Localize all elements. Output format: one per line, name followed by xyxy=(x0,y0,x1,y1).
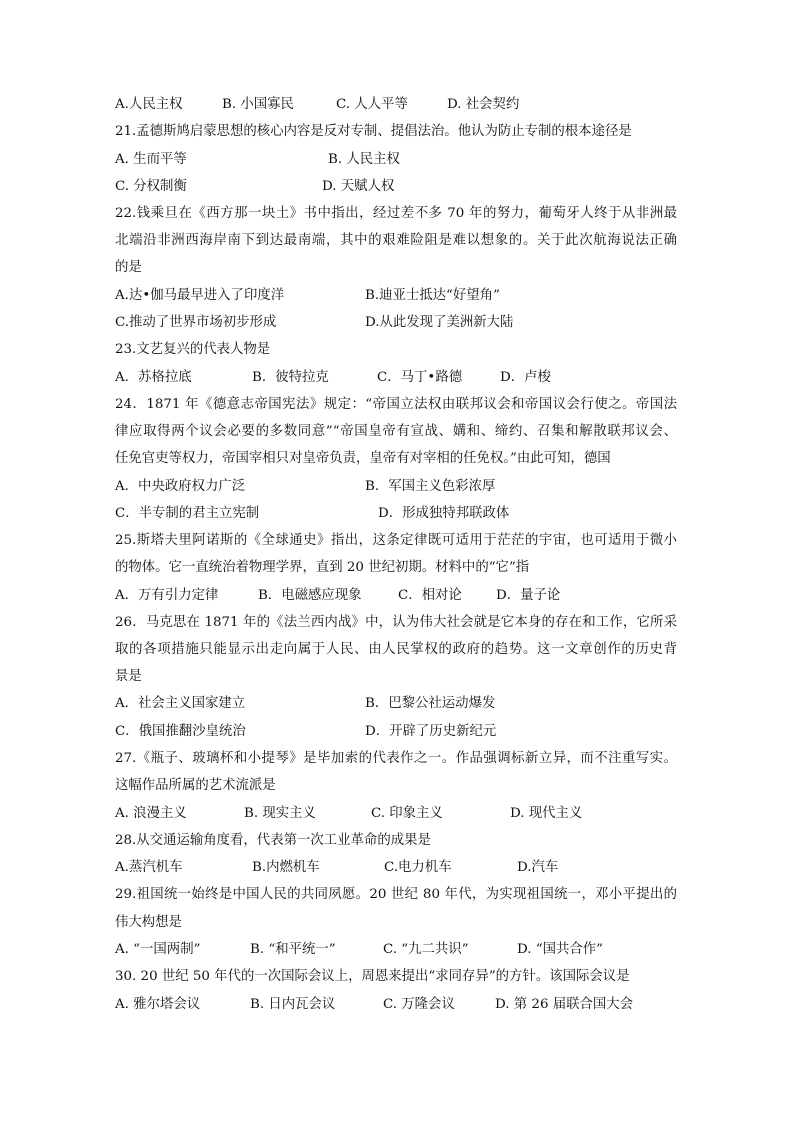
q28-option-c: C.电力机车 xyxy=(384,860,452,875)
q24-stem-line2: 律应取得两个议会必要的多数同意”“帝国皇帝有宣战、媾和、缔约、召集和解散联邦议会、 xyxy=(115,424,677,439)
q20-option-c: C. 人人平等 xyxy=(336,97,408,112)
q20-option-a: A.人民主权 xyxy=(115,97,183,112)
q27-stem-line1: 27.《瓶子、玻璃杯和小提琴》是毕加索的代表作之一。作品强调标新立异，而不注重写实。 xyxy=(115,751,677,766)
q30-option-c: C. 万隆会议 xyxy=(383,997,455,1012)
q25-stem-line1: 25.斯塔夫里阿诺斯的《全球通史》指出，这条定律既可适用于茫茫的宇宙，也可适用于微小 xyxy=(115,533,677,548)
q27-option-d: D. 现代主义 xyxy=(510,806,583,821)
q30-option-d: D. 第 26 届联合国大会 xyxy=(495,997,634,1012)
q22-option-c: C.推动了世界市场初步形成 xyxy=(115,315,277,330)
q26-stem-line1: 26．马克思在 1871 年的《法兰西内战》中，认为伟大社会就是它本身的存在和工作，它所采 xyxy=(115,615,677,630)
q26-option-a: A．社会主义国家建立 xyxy=(115,696,246,711)
q26-stem-line3: 景是 xyxy=(115,669,142,684)
q21-option-c: C. 分权制衡 xyxy=(115,179,187,194)
q21-option-b: B. 人民主权 xyxy=(328,152,400,167)
q21-option-a: A. 生而平等 xyxy=(115,152,187,167)
q24-option-d: D．形成独特邦联政体 xyxy=(378,506,510,521)
q23-stem: 23.文艺复兴的代表人物是 xyxy=(115,342,271,357)
q29-stem-line1: 29.祖国统一始终是中国人民的共同夙愿。20 世纪 80 年代，为实现祖国统一，邓小平提出的 xyxy=(115,887,677,902)
q21-stem: 21.孟德斯鸠启蒙思想的核心内容是反对专制、提倡法治。他认为防止专制的根本途径是 xyxy=(115,124,632,139)
q27-option-b: B. 现实主义 xyxy=(244,806,316,821)
q22-option-a: A.达•伽马最早进入了印度洋 xyxy=(115,288,285,303)
q25-option-a: A．万有引力定律 xyxy=(115,588,219,603)
q22-option-b: B.迪亚士抵达“好望角” xyxy=(365,288,500,303)
q23-option-d: D．卢梭 xyxy=(500,370,551,385)
q29-option-d: D. “国共合作” xyxy=(517,942,604,957)
q26-stem-line2: 取的各项措施只能显示出走向属于人民、由人民掌权的政府的趋势。这一文章创作的历史背 xyxy=(115,642,677,657)
q29-option-a: A. “一国两制” xyxy=(115,942,201,957)
q24-option-a: A．中央政府权力广泛 xyxy=(115,479,246,494)
q28-option-a: A.蒸汽机车 xyxy=(115,860,183,875)
q25-option-b: B．电磁感应现象 xyxy=(258,588,362,603)
q23-option-a: A．苏格拉底 xyxy=(115,370,192,385)
q25-stem-line2: 的物体。它一直统治着物理学界，直到 20 世纪初期。材料中的“它”指 xyxy=(115,560,530,575)
q22-stem-line3: 的是 xyxy=(115,260,142,275)
q27-option-c: C. 印象主义 xyxy=(371,806,443,821)
q30-option-a: A. 雅尔塔会议 xyxy=(115,997,201,1012)
q28-stem: 28.从交通运输角度看，代表第一次工业革命的成果是 xyxy=(115,833,431,848)
q28-option-d: D.汽车 xyxy=(517,860,559,875)
q28-option-b: B.内燃机车 xyxy=(252,860,320,875)
q26-option-b: B．巴黎公社运动爆发 xyxy=(365,696,496,711)
q24-option-c: C．半专制的君主立宪制 xyxy=(115,506,260,521)
q24-stem-line1: 24．1871 年《德意志帝国宪法》规定：“帝国立法权由联邦议会和帝国议会行使之。帝国法 xyxy=(115,397,677,412)
q24-option-b: B．军国主义色彩浓厚 xyxy=(365,479,496,494)
q20-option-d: D. 社会契约 xyxy=(447,97,520,112)
q22-stem-line1: 22.钱乘旦在《西方那一块土》书中指出，经过差不多 70 年的努力，葡萄牙人终于从非洲最 xyxy=(115,206,677,221)
q26-option-c: C．俄国推翻沙皇统治 xyxy=(115,724,246,739)
q26-option-d: D．开辟了历史新纪元 xyxy=(365,724,497,739)
q30-option-b: B. 日内瓦会议 xyxy=(250,997,336,1012)
q22-stem-line2: 北端沿非洲西海岸南下到达最南端，其中的艰难险阻是难以想象的。关于此次航海说法正确 xyxy=(115,233,677,248)
q27-stem-line2: 这幅作品所属的艺术流派是 xyxy=(115,778,276,793)
q23-option-b: B．彼特拉克 xyxy=(252,370,329,385)
q25-option-c: C．相对论 xyxy=(398,588,462,603)
q21-option-d: D. 天赋人权 xyxy=(322,179,395,194)
q22-option-d: D.从此发现了美洲新大陆 xyxy=(365,315,514,330)
q24-stem-line3: 任免官吏等权力，帝国宰相只对皇帝负责，皇帝有对宰相的任免权。”由此可知，德国 xyxy=(115,451,611,466)
q29-stem-line2: 伟大构想是 xyxy=(115,915,182,930)
q23-option-c: C．马丁•路德 xyxy=(377,370,463,385)
q30-stem: 30. 20 世纪 50 年代的一次国际会议上，周恩来提出“求同存异”的方针。该国际会议是 xyxy=(115,969,630,984)
q25-option-d: D．量子论 xyxy=(496,588,561,603)
q27-option-a: A. 浪漫主义 xyxy=(115,806,187,821)
q29-option-b: B. “和平统一” xyxy=(250,942,336,957)
q29-option-c: C. “九二共识” xyxy=(383,942,469,957)
q20-option-b: B. 小国寡民 xyxy=(222,97,294,112)
